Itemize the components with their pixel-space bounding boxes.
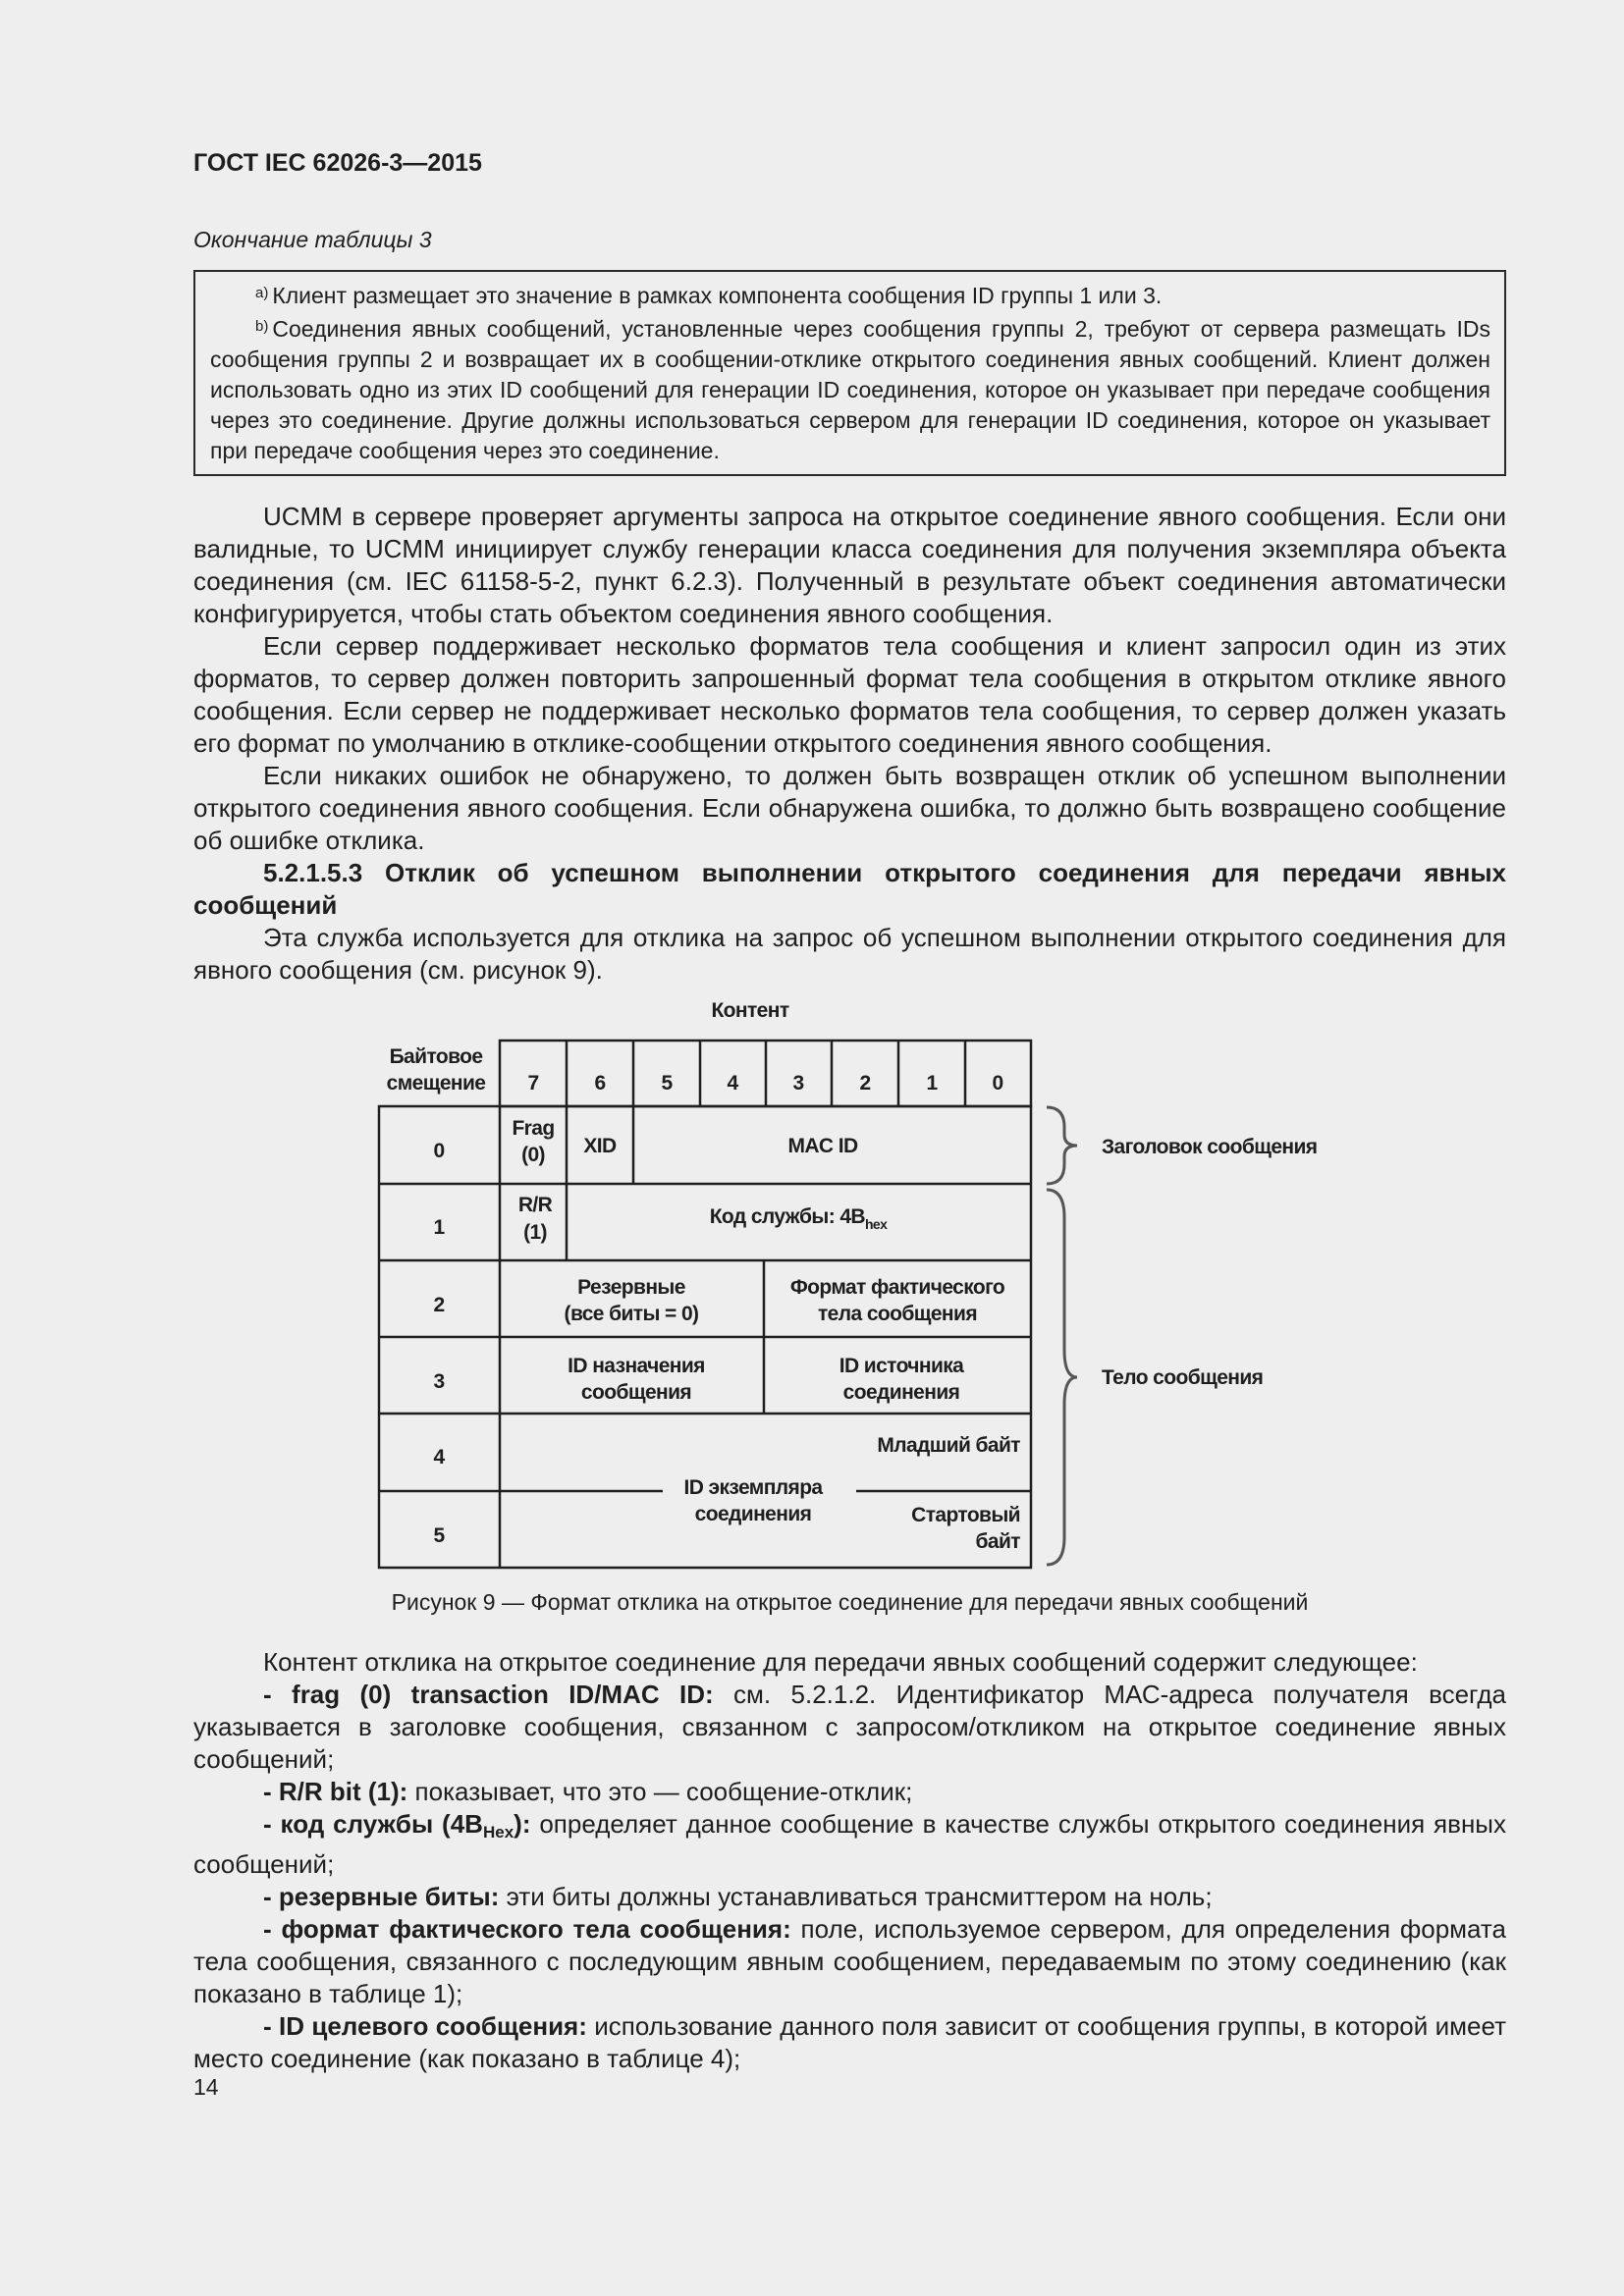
- header-brace-label: Заголовок сообщения: [1102, 1136, 1318, 1158]
- body-text-lower: [193, 1646, 1506, 2075]
- frag-field: Frag: [512, 1117, 555, 1140]
- reserved-field: (все биты = 0): [564, 1303, 699, 1325]
- rr-field: R/R: [517, 1194, 553, 1216]
- row-offset: 0: [433, 1140, 445, 1162]
- figure-caption: Рисунок 9 — Формат отклика на открытое соединение для передачи явных сообщений: [391, 1589, 1309, 1615]
- source-id-field: ID источника: [839, 1355, 964, 1377]
- bit-label: 2: [859, 1072, 871, 1095]
- offset-label: смещение: [386, 1072, 486, 1095]
- table-end-label: Окончание таблицы 3: [193, 227, 432, 252]
- row-offset: 3: [433, 1370, 445, 1393]
- reserved-field: Резервные: [577, 1276, 685, 1299]
- list-item: - формат фактического тела сообщения: поле, используемое сервером, для определения формата тела сообщения, связанного с последующим явным сообщением, передаваемым по этому соединению (как показано в таблице 1);: [193, 1914, 1506, 2008]
- list-item: - R/R bit (1): показывает, что это — сообщение-отклик;: [263, 1777, 913, 1806]
- bit-label: 1: [926, 1072, 938, 1095]
- list-item: - ID целевого сообщения: использование данного поля зависит от сообщения группы, в которой имеет место соединение (как показано в таблице 4);: [193, 2011, 1506, 2073]
- rr-field: (1): [523, 1221, 547, 1244]
- content-label: Контент: [711, 999, 789, 1022]
- paragraph: Если сервер поддерживает несколько форматов тела сообщения и клиент запросил один из этих форматов, то сервер должен повторить запрошенный формат тела сообщения в открытом отклике явного сообщения. Если сервер не поддерживает несколько форматов тела сообщения, то сервер должен указать его формат по умолчанию в отклике-сообщении открытого соединения явного сообщения.: [193, 631, 1506, 758]
- frag-field: (0): [521, 1144, 545, 1166]
- paragraph: Если никаких ошибок не обнаружено, то должен быть возвращен отклик об успешном выполнении открытого соединения явного сообщения. Если обнаружена ошибка, то должно быть возвращено сообщение об ошибке отклика.: [193, 761, 1506, 855]
- instance-id-field: ID экземпляра: [683, 1476, 823, 1499]
- instance-id-field: соединения: [694, 1503, 812, 1525]
- bit-label: 4: [727, 1072, 738, 1095]
- row-offset: 4: [433, 1446, 445, 1468]
- paragraph: UCMM в сервере проверяет аргументы запроса на открытое соединение явного сообщения. Если они валидные, то UCMM инициирует службу генерации класса соединения для получения экземпляра объекта соединения (см. IEC 61158-5-2, пункт 6.2.3). Полученный в результате объект соединения автоматически конфигурируется, чтобы стать объектом соединения явного сообщения.: [193, 502, 1506, 628]
- list-intro: Контент отклика на открытое соединение для передачи явных сообщений содержит следующее:: [263, 1647, 1418, 1677]
- dest-id-field: сообщения: [580, 1381, 692, 1404]
- low-byte-label: Младший байт: [877, 1434, 1020, 1457]
- bit-label: 0: [992, 1072, 1003, 1095]
- bit-label: 5: [661, 1072, 673, 1095]
- dest-id-field: ID назначения: [568, 1355, 705, 1377]
- body-format-field: Формат фактического: [789, 1276, 1005, 1299]
- start-byte-label: Стартовый: [911, 1504, 1020, 1526]
- bit-label: 7: [527, 1072, 539, 1095]
- list-item: - резервные биты: эти биты должны устанавливаться трансмиттером на ноль;: [263, 1882, 1213, 1911]
- document-code: ГОСТ IEC 62026-3—2015: [193, 149, 482, 177]
- page-number: 14: [193, 2074, 219, 2100]
- footnote-b: $^{b)}$ Соединения явных сообщений, установленные через сообщения группы 2, требуют от сервера размещать IDs сообщения группы 2 и возвращает их в сообщении-отклике открытого соединения явных сообщений. Клиент должен использовать одно из этих ID сообщений для генерации ID соединения, которое он указывает при передаче сообщения через это соединение. Другие должны использоваться сервером для генерации ID соединения, которое он указывает при передаче сообщения через это соединение.: [210, 316, 1490, 463]
- list-item: - frag (0) transaction ID/MAC ID: см. 5.2.1.2. Идентификатор МАС-адреса получателя всегда указывается в заголовке сообщения, связанном с запросом/откликом на открытое соединение явных сообщений;: [193, 1680, 1506, 1774]
- service-code-field: Код службы: $4B_{hex}$: [709, 1205, 888, 1232]
- section-intro: Эта служба используется для отклика на запрос об успешном выполнении открытого соединения для явного сообщения (см. рисунок 9).: [193, 923, 1506, 985]
- source-id-field: соединения: [842, 1381, 960, 1404]
- footnote-a: $^{a)}$ Клиент размещает это значение в рамках компонента сообщения ID группы 1 или 3.: [255, 283, 1163, 308]
- mac-id-field: MAC ID: [787, 1135, 858, 1157]
- row-offset: 1: [433, 1216, 445, 1239]
- start-byte-label: байт: [975, 1530, 1020, 1553]
- body-brace-label: Тело сообщения: [1102, 1366, 1264, 1389]
- section-heading: 5.2.1.5.3 Отклик об успешном выполнении открытого соединения для передачи явных сообщений: [193, 858, 1506, 920]
- body-format-field: тела сообщения: [818, 1303, 977, 1325]
- xid-field: XID: [583, 1135, 617, 1157]
- row-offset: 2: [433, 1294, 445, 1316]
- list-item: - код службы $(4B_{Hex})$: определяет данное сообщение в качестве службы открытого соединения явных сообщений;: [193, 1809, 1506, 1879]
- row-offset: 5: [433, 1524, 445, 1547]
- offset-label: Байтовое: [389, 1045, 483, 1068]
- bit-label: 3: [792, 1072, 804, 1095]
- bit-label: 6: [594, 1072, 606, 1095]
